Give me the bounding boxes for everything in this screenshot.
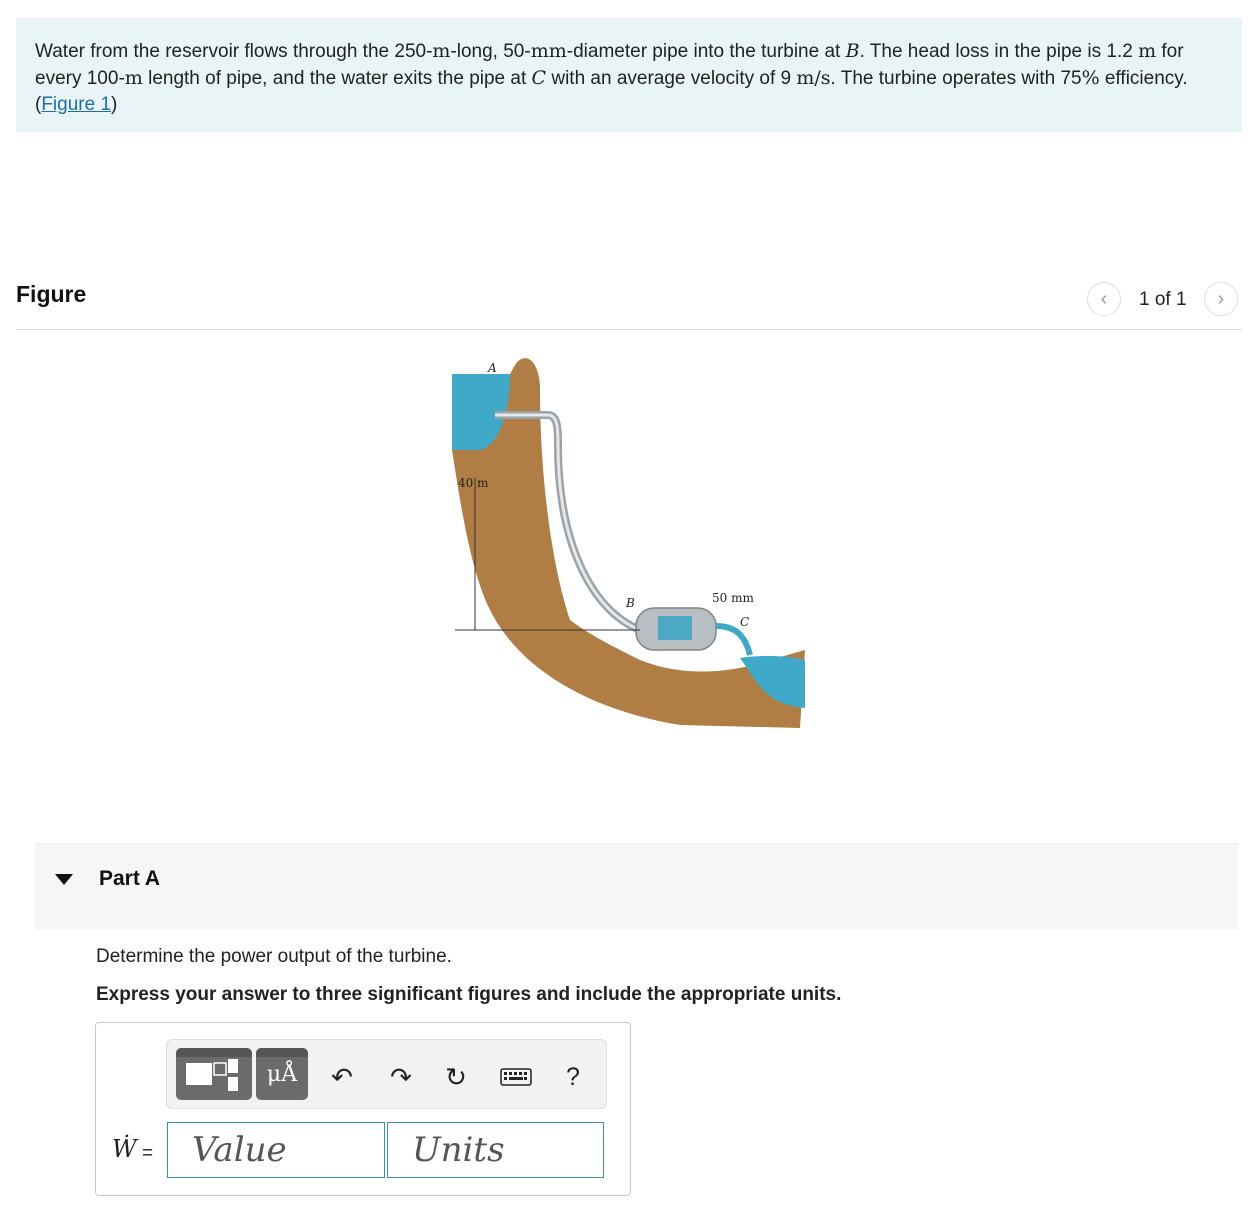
units-input[interactable]: Units xyxy=(387,1122,604,1178)
label-a: A xyxy=(488,361,497,375)
figure-title: Figure xyxy=(16,281,87,307)
problem-text: for every 100- xyxy=(35,41,1184,89)
unit-m: m xyxy=(124,67,143,89)
percent-symbol: % xyxy=(1081,67,1100,89)
page-indicator: 1 of 1 xyxy=(1139,289,1187,310)
problem-text: -long, 50- xyxy=(450,41,531,62)
question-text: Determine the power output of the turbine. xyxy=(96,946,452,967)
label-diameter: 50 mm xyxy=(712,591,754,605)
undo-button[interactable] xyxy=(327,1062,357,1092)
redo-icon: ↷ xyxy=(390,1061,412,1092)
chevron-right-icon: › xyxy=(1217,287,1225,310)
reset-button[interactable] xyxy=(441,1062,471,1092)
label-height: 40 m xyxy=(458,476,489,490)
exit-jet xyxy=(716,626,750,655)
reservoir-turbine-figure xyxy=(440,350,820,740)
equals-sign: = xyxy=(142,1143,154,1164)
templates-icon xyxy=(184,1057,244,1093)
chevron-left-icon: ‹ xyxy=(1100,287,1108,310)
unit-m: m xyxy=(1138,40,1157,62)
problem-text: . The head loss in the pipe is 1.2 xyxy=(859,41,1139,62)
point-b-symbol: B xyxy=(845,40,860,62)
problem-text: length of pipe, and the water exits the pipe at xyxy=(142,68,532,89)
figure-divider xyxy=(16,329,1242,330)
units-tool-button[interactable] xyxy=(256,1048,308,1100)
problem-text: efficiency. ( xyxy=(35,68,1188,115)
problem-statement xyxy=(16,18,1242,132)
problem-text: ) xyxy=(111,94,118,115)
label-c: C xyxy=(740,615,750,629)
keyboard-button[interactable] xyxy=(499,1062,533,1092)
templates-button[interactable] xyxy=(176,1048,252,1100)
answer-box xyxy=(95,1022,631,1196)
unit-m: m xyxy=(432,40,451,62)
units-icon: μÅ xyxy=(266,1062,298,1087)
problem-text: Water from the reservoir flows through the 250- xyxy=(35,41,433,62)
help-button[interactable] xyxy=(558,1062,588,1092)
power-symbol: Ẇ xyxy=(112,1135,137,1163)
part-title: Part A xyxy=(99,867,161,890)
problem-text: with an average velocity of 9 xyxy=(546,68,797,89)
problem-text: . The turbine operates with 75 xyxy=(830,68,1082,89)
label-b: B xyxy=(626,596,635,610)
part-a-header[interactable] xyxy=(35,843,1238,930)
turbine-rotor xyxy=(658,616,692,640)
figure-link[interactable]: Figure 1 xyxy=(41,94,112,115)
help-icon: ? xyxy=(566,1062,580,1091)
keyboard-icon xyxy=(500,1067,532,1087)
problem-text: -diameter pipe into the turbine at xyxy=(566,41,846,62)
math-toolbar xyxy=(166,1039,607,1109)
value-input[interactable]: Value xyxy=(167,1122,385,1178)
point-c-symbol: C xyxy=(531,67,547,89)
undo-icon: ↶ xyxy=(331,1061,353,1092)
unit-m-per-s: m/s xyxy=(796,67,831,89)
caret-down-icon[interactable] xyxy=(55,874,73,885)
unit-mm: mm xyxy=(530,40,567,62)
next-figure-button[interactable] xyxy=(1204,282,1238,316)
instruction-text: Express your answer to three significant figures and include the appropriate units. xyxy=(96,984,842,1005)
reset-icon: ↻ xyxy=(445,1061,467,1092)
previous-figure-button[interactable] xyxy=(1087,282,1121,316)
redo-button[interactable] xyxy=(386,1062,416,1092)
